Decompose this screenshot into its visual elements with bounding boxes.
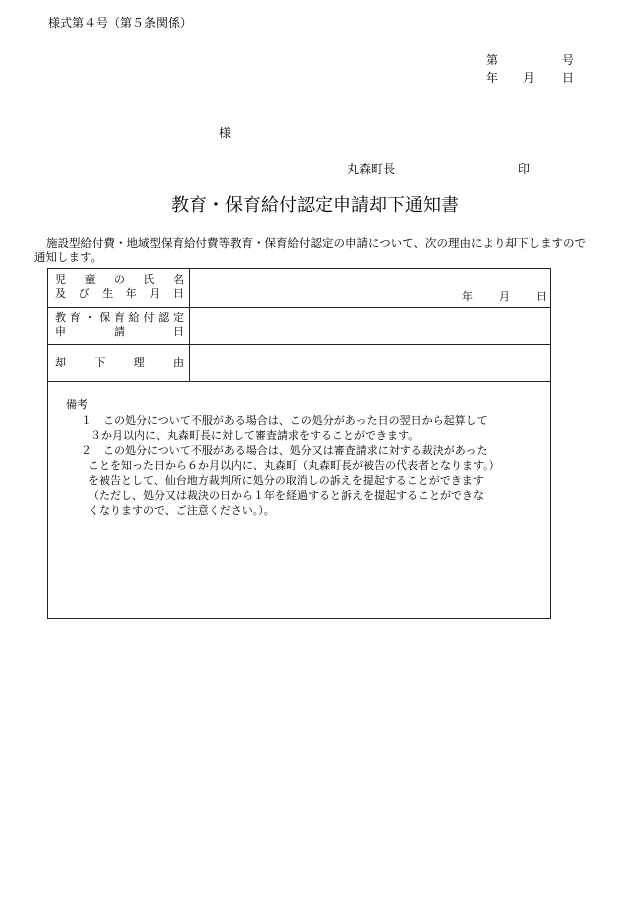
issue-date (486, 71, 574, 86)
birth-year-label: 年 (462, 290, 473, 303)
table-row-child-info (48, 269, 551, 308)
remarks-item-2-line-3: を被告として、仙台地方裁判所に処分の取消しの訴えを提起することができます (88, 474, 484, 487)
table-row-rejection-reason (48, 345, 551, 382)
child-name-birthdate-field[interactable] (190, 269, 551, 308)
label-line: 教 育 ・ 保 育 給 付 認 定 (55, 311, 184, 324)
doc-no-prefix: 第 (486, 53, 499, 67)
label-line: 及 び 生 年 月 日 (55, 287, 184, 300)
date-day-label: 日 (562, 71, 575, 85)
form-number: 様式第４号（第５条関係） (48, 16, 193, 30)
document-title: 教育・保育給付認定申請却下通知書 (171, 195, 459, 216)
issuer-name: 丸森町長 (347, 162, 396, 176)
remarks-item-2-line-5: くなりますので、ご注意ください。）。 (88, 504, 275, 517)
seal-mark: 印 (518, 162, 531, 176)
label-line: 申 請 日 (55, 325, 184, 338)
child-name-birthdate-label (48, 269, 190, 308)
date-month-label: 月 (523, 71, 536, 85)
document-number (486, 53, 574, 68)
remarks-block (48, 382, 550, 618)
application-date-field[interactable] (190, 308, 551, 345)
remarks-cell (48, 382, 551, 619)
remarks-item-1-line-2: ３か月以内に、丸森町長に対して審査請求をすることができます。 (90, 429, 420, 442)
remarks-heading: 備考 (66, 398, 88, 411)
date-year-label: 年 (486, 71, 499, 85)
remarks-item-2-line-1: ２ この処分について不服がある場合は、処分又は審査請求に対する裁決があった (81, 444, 488, 457)
rejection-reason-field[interactable] (190, 345, 551, 382)
remarks-item-2-line-2: ことを知った日から６か月以内に、丸森町（丸森町長が被告の代表者となります。） (88, 459, 500, 472)
doc-no-suffix: 号 (562, 53, 575, 67)
remarks-item-1-line-1: １ この処分について不服がある場合は、この処分があった日の翌日から起算して (81, 414, 488, 427)
remarks-item-2-line-4: （ただし、処分又は裁決の日から１年を経過すると訴えを提起することができな (88, 489, 484, 502)
rejection-reason-label (48, 345, 190, 382)
intro-paragraph: 施設型給付費・地域型保育給付費等教育・保育給付認定の申請について、次の理由により却下しますので通知します。 (34, 236, 587, 264)
notice-table (47, 268, 551, 619)
birth-day-label: 日 (536, 290, 547, 303)
application-date-label (48, 308, 190, 345)
label-line: 却 下 理 由 (55, 356, 184, 369)
birth-month-label: 月 (499, 290, 510, 303)
table-row-remarks (48, 382, 551, 619)
table-row-application-date (48, 308, 551, 345)
addressee-honorific: 様 (219, 126, 232, 140)
label-line: 児 童 の 氏 名 (55, 273, 184, 286)
